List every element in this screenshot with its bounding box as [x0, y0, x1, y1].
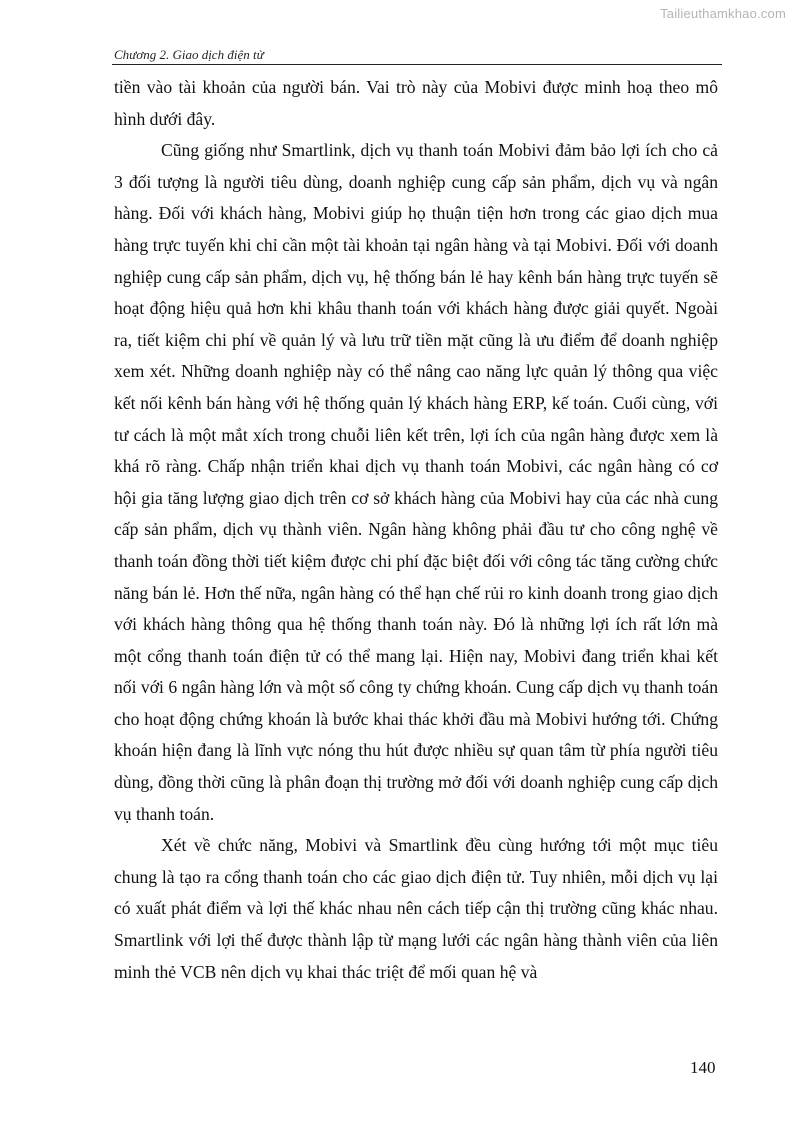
body-text	[114, 72, 718, 988]
paragraph-continuation: tiền vào tài khoản của người bán. Vai trò này của Mobivi được minh hoạ theo mô hình dưới đây.	[114, 77, 718, 129]
paragraph-comparison: Xét về chức năng, Mobivi và Smartlink đều cùng hướng tới một mục tiêu chung là tạo ra cổng thanh toán cho các giao dịch điện tử. Tuy nhiên, mỗi dịch vụ lại có xuất phát điểm và lợi thế khác nhau nên cách tiếp cận thị trường cũng khác nhau. Smartlink với lợi thế được thành lập từ mạng lưới các ngân hàng thành viên của liên minh thẻ VCB nên dịch vụ khai thác triệt để mối quan hệ và	[114, 835, 718, 982]
page-number: 140	[690, 1058, 716, 1077]
watermark: Tailieuthamkhao.com	[660, 6, 786, 21]
paragraph-benefits: Cũng giống như Smartlink, dịch vụ thanh toán Mobivi đảm bảo lợi ích cho cả 3 đối tượng là người tiêu dùng, doanh nghiệp cung cấp sản phẩm, dịch vụ và ngân hàng. Đối với khách hàng, Mobivi giúp họ thuận tiện hơn trong các giao dịch mua hàng trực tuyến khi chỉ cần một tài khoản tại ngân hàng và tại Mobivi. Đối với doanh nghiệp cung cấp sản phẩm, dịch vụ, hệ thống bán lẻ hay kênh bán hàng trực tuyến sẽ hoạt động hiệu quả hơn khi khâu thanh toán với khách hàng được giải quyết. Ngoài ra, tiết kiệm chi phí về quản lý và lưu trữ tiền mặt cũng là ưu điểm để doanh nghiệp xem xét. Những doanh nghiệp này có thể nâng cao năng lực quản lý thông qua việc kết nối kênh bán hàng với hệ thống quản lý khách hàng ERP, kế toán. Cuối cùng, với tư cách là một mắt xích trong chuỗi liên kết trên, lợi ích của ngân hàng được xem là khá rõ ràng. Chấp nhận triển khai dịch vụ thanh toán Mobivi, các ngân hàng có cơ hội gia tăng lượng giao dịch trên cơ sở khách hàng của Mobivi hay của các nhà cung cấp sản phẩm, dịch vụ thành viên. Ngân hàng không phải đầu tư cho công nghệ về thanh toán đồng thời tiết kiệm được chi phí đặc biệt đối với công tác tăng cường chức năng bán lẻ. Hơn thế nữa, ngân hàng có thể hạn chế rủi ro kinh doanh trong giao dịch với khách hàng thông qua hệ thống thanh toán này. Đó là những lợi ích rất lớn mà một cổng thanh toán điện tử có thể mang lại. Hiện nay, Mobivi đang triển khai kết nối với 6 ngân hàng lớn và một số công ty chứng khoán. Cung cấp dịch vụ thanh toán cho hoạt động chứng khoán là bước khai thác khởi đầu mà Mobivi hướng tới. Chứng khoán hiện đang là lĩnh vực nóng thu hút được nhiều sự quan tâm từ phía người tiêu dùng, đồng thời cũng là phân đoạn thị trường mở đối với doanh nghiệp cung cấp dịch vụ thanh toán.	[114, 140, 718, 824]
header-divider	[112, 64, 722, 65]
running-header: Chương 2. Giao dịch điện tử	[114, 47, 264, 62]
